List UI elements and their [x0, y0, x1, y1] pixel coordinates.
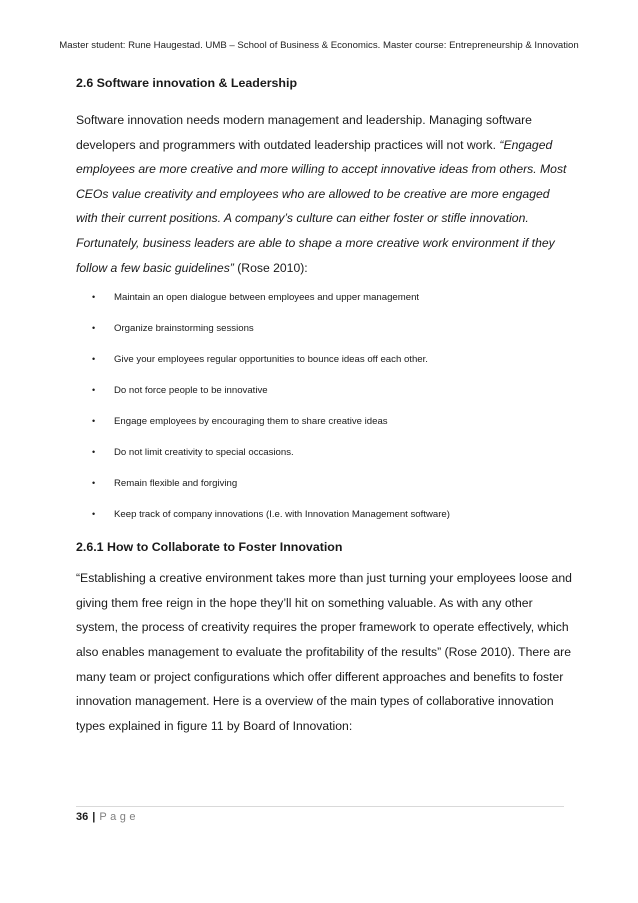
list-item [76, 406, 572, 437]
subsection-heading: 2.6.1 How to Collaborate to Foster Innovation [76, 540, 343, 555]
list-item-text: Maintain an open dialogue between employees and upper management [114, 292, 420, 304]
intro-quote: “Engaged employees are more creative and more willing to accept innovative ideas from others. Most CEOs value creativity and employees who are allowed to be creative are more engaged with their current positions. A company’s culture can either foster or stifle innovation. Fortunately, business leaders are able to shape a more creative work environment if they follow a few basic guidelines” [76, 137, 567, 275]
list-item [76, 282, 572, 313]
guidelines-list [76, 282, 572, 530]
bullet-icon: • [92, 416, 96, 427]
bullet-icon: • [92, 447, 96, 458]
list-item [76, 468, 572, 499]
page-label: Page [99, 811, 140, 823]
section-heading: 2.6 Software innovation & Leadership [76, 76, 298, 90]
list-item [76, 437, 572, 468]
intro-text: Software innovation needs modern management and leadership. Managing software developers and programmers with outdated leadership practices will not work. [76, 113, 532, 152]
bullet-icon: • [92, 354, 96, 365]
page-footer [76, 806, 564, 823]
intro-citation: (Rose 2010): [233, 260, 308, 275]
list-item-text: Remain flexible and forgiving [114, 478, 238, 490]
list-item-text: Engage employees by encouraging them to share creative ideas [114, 416, 388, 428]
footer-separator: | [92, 811, 96, 823]
bullet-icon: • [92, 509, 96, 520]
running-header: Master student: Rune Haugestad. UMB – School of Business & Economics. Master course: Entrepreneurship & Innovation [59, 40, 579, 51]
list-item-text: Keep track of company innovations (I.e. with Innovation Management software) [114, 509, 450, 521]
page-number: 36 [76, 811, 89, 823]
bullet-icon: • [92, 385, 96, 396]
list-item [76, 499, 572, 530]
list-item [76, 313, 572, 344]
list-item-text: Do not force people to be innovative [114, 385, 268, 397]
list-item [76, 344, 572, 375]
page-body [76, 74, 572, 738]
list-item-text: Organize brainstorming sessions [114, 323, 254, 335]
subsection-paragraph: “Establishing a creative environment takes more than just turning your employees loose and giving them free reign in the hope they’ll hit on something valuable. As with any other system, the process of creativity requires the proper framework to operate effectively, which also enables management to evaluate the profitability of the results” (Rose 2010). There are many team or project configurations which offer different approaches and benefits to foster innovation management. Here is a overview of the main types of collaborative innovation types explained in figure 11 by Board of Innovation: [76, 571, 572, 733]
bullet-icon: • [92, 323, 96, 334]
list-item-text: Do not limit creativity to special occasions. [114, 447, 294, 459]
list-item-text: Give your employees regular opportunities to bounce ideas off each other. [114, 354, 428, 366]
bullet-icon: • [92, 478, 96, 489]
list-item [76, 375, 572, 406]
bullet-icon: • [92, 292, 96, 303]
intro-paragraph [76, 108, 572, 280]
